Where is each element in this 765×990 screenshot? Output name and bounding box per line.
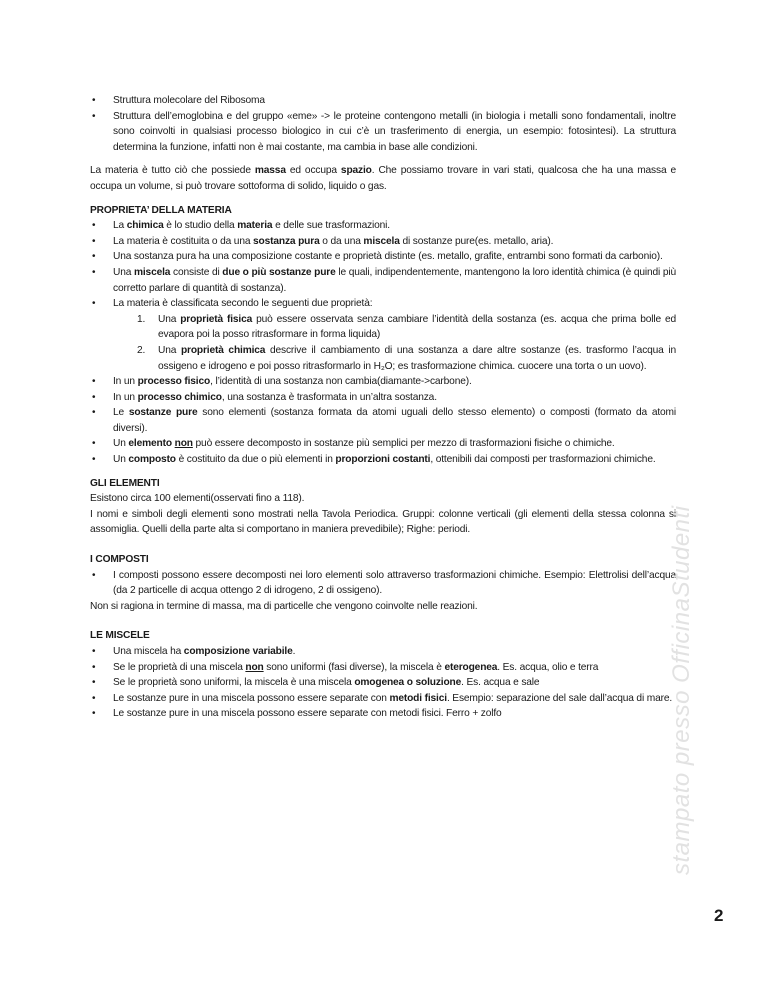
list-item bbox=[90, 265, 676, 296]
text-run: Una bbox=[158, 313, 181, 325]
page-number: 2 bbox=[714, 906, 724, 925]
text-run: Una miscela ha bbox=[113, 646, 184, 657]
list-item bbox=[90, 249, 676, 265]
list-item bbox=[90, 568, 676, 599]
emphasis-text: due o più sostanze pure bbox=[222, 266, 336, 278]
text-run: PROPRIETA’ DELLA MATERIA bbox=[90, 204, 232, 216]
watermark: stampato presso OfficinaStudenti bbox=[668, 505, 695, 875]
text-run: . Es. acqua e sale bbox=[461, 677, 540, 689]
paragraph bbox=[90, 491, 676, 507]
text-run: Una sostanza pura ha una composizione costante e proprietà distinte (es. metallo, grafite, entrambi sono formati da carbonio). bbox=[113, 251, 663, 263]
emphasis-text: non bbox=[174, 438, 193, 450]
text-run: ed occupa bbox=[285, 165, 341, 177]
emphasis-text: metodi fisici bbox=[389, 692, 447, 704]
text-run: . bbox=[292, 646, 296, 657]
emphasis-text: materia bbox=[237, 220, 273, 232]
emphasis-text: composizione variabile bbox=[183, 646, 293, 657]
list-item bbox=[90, 296, 676, 312]
text-run: La materia è tutto ciò che possiede bbox=[90, 165, 255, 177]
text-run: I COMPOSTI bbox=[90, 554, 149, 566]
section-heading bbox=[90, 628, 676, 644]
text-run: Se le proprietà sono uniformi, la miscela è una miscela bbox=[113, 677, 355, 689]
text-run: o da una bbox=[319, 235, 364, 247]
emphasis-text: non bbox=[245, 661, 264, 673]
list-item bbox=[90, 436, 676, 452]
text-run: , l’identità di una sostanza non cambia(diamante->carbone). bbox=[210, 376, 472, 388]
numbered-item bbox=[90, 343, 676, 374]
list-item bbox=[90, 93, 676, 109]
text-run: può essere osservata senza cambiare l’identità della sostanza (es. acqua che prima bolle ed evapora poi la posso ritrasformare in forma liquida) bbox=[158, 313, 676, 341]
section bbox=[90, 163, 676, 194]
list-item bbox=[90, 390, 676, 406]
text-run: Le sostanze pure in una miscela possono essere separate con metodi fisici. Ferro + zolfo bbox=[113, 708, 502, 720]
text-run: . Es. acqua, olio e terra bbox=[497, 661, 599, 673]
list-item bbox=[90, 644, 676, 660]
text-run: I composti possono essere decomposti nei loro elementi solo attraverso trasformazioni chimiche. Esempio: Elettrolisi dell’acqua (da 2 particelle di acqua ottengo 2 di idrogeno, 2 di ossigeno). bbox=[113, 569, 676, 597]
text-run: GLI ELEMENTI bbox=[90, 477, 160, 489]
text-run: Struttura dell’emoglobina e del gruppo «eme» -> le proteine contengono metalli (in biologia i metalli sono fondamentali, inoltre sono coinvolti in qualsiasi processo biologico in cui c’è un trasferimento di energia, un esempio: fotosintesi). La struttura determina la funzione, infatti non è mai costante, ma cambia in base alle condizioni. bbox=[113, 110, 676, 153]
text-run: Struttura molecolare del Ribosoma bbox=[113, 95, 265, 106]
paragraph bbox=[90, 507, 676, 538]
text-run: Esistono circa 100 elementi(osservati fino a 118). bbox=[90, 493, 305, 505]
text-run: Un bbox=[113, 454, 129, 466]
emphasis-text: processo chimico bbox=[137, 391, 222, 403]
text-run: è lo studio della bbox=[163, 220, 238, 232]
text-run: La materia è costituita o da una bbox=[113, 235, 254, 247]
list-item bbox=[90, 374, 676, 390]
list-item bbox=[90, 452, 676, 468]
section bbox=[90, 552, 676, 614]
text-run: sono elementi (sostanza formata da atomi uguali dello stesso elemento) o composti (formato da atomi diversi). bbox=[113, 407, 676, 434]
text-run: . Che possiamo trovare in vari stati, qualcosa che ha una massa e occupa un volume, si può trovare sottoforma di solido, liquido o gas. bbox=[90, 165, 676, 192]
section-heading bbox=[90, 203, 676, 219]
section-heading bbox=[90, 476, 676, 492]
emphasis-text: elemento bbox=[128, 438, 172, 450]
text-run: LE MISCELE bbox=[90, 630, 150, 642]
emphasis-text: proporzioni costanti bbox=[335, 454, 431, 466]
text-run: Se le proprietà di una miscela bbox=[113, 661, 246, 673]
text-run: di sostanze pure(es. metallo, aria). bbox=[399, 235, 554, 247]
text-run: In un bbox=[113, 376, 138, 388]
section bbox=[90, 93, 676, 155]
text-run: le quali, indipendentemente, mantengono la loro identità chimica (è quindi più corretto parlare di quantità di sostanza). bbox=[113, 266, 676, 294]
list-item bbox=[90, 706, 676, 722]
text-run: consiste di bbox=[170, 266, 223, 278]
paragraph bbox=[90, 163, 676, 194]
text-run: In un bbox=[113, 391, 138, 403]
section-heading bbox=[90, 552, 676, 568]
document-body bbox=[90, 93, 676, 722]
numbered-item bbox=[90, 312, 676, 343]
list-item bbox=[90, 691, 676, 707]
list-item bbox=[90, 234, 676, 250]
list-item bbox=[90, 109, 676, 156]
emphasis-text: sostanza pura bbox=[253, 235, 320, 247]
text-run: , una sostanza è trasformata in un’altra sostanza. bbox=[221, 391, 437, 403]
emphasis-text: omogenea o soluzione bbox=[354, 677, 462, 689]
emphasis-text: miscela bbox=[133, 266, 171, 278]
text-run: Un bbox=[113, 438, 129, 450]
emphasis-text: miscela bbox=[363, 235, 400, 247]
item-number: 2. bbox=[137, 344, 146, 356]
list-item bbox=[90, 405, 676, 436]
text-run: è costituito da due o più elementi in bbox=[175, 454, 336, 466]
text-run: sono uniformi (fasi diverse), la miscela è bbox=[263, 661, 445, 673]
text-run: può essere decomposto in sostanze più semplici per mezzo di trasformazioni fisiche o chimiche. bbox=[192, 438, 615, 450]
emphasis-text: spazio bbox=[340, 165, 372, 177]
text-run: descrive il cambiamento di una sostanza a dare altre sostanze (es. trasformo l’acqua in ossigeno e idrogeno e poi posso ritrasformarlo in H₂O; es trasformazione chimica. cuocere una torta o un uovo). bbox=[158, 344, 677, 372]
item-number: 1. bbox=[137, 313, 146, 325]
text-run: Non si ragiona in termine di massa, ma di particelle che vengono coinvolte nelle reazioni. bbox=[90, 600, 478, 612]
emphasis-text: proprietà chimica bbox=[180, 344, 266, 356]
text-run: Una bbox=[158, 344, 181, 356]
emphasis-text: proprietà fisica bbox=[180, 313, 253, 325]
text-run: Le bbox=[113, 407, 129, 419]
text-run: La materia è classificata secondo le seguenti due proprietà: bbox=[113, 298, 373, 310]
text-run: Le sostanze pure in una miscela possono essere separate con bbox=[113, 692, 390, 704]
text-run: La bbox=[113, 220, 127, 232]
emphasis-text: chimica bbox=[126, 220, 164, 232]
emphasis-text: massa bbox=[254, 165, 286, 177]
list-item bbox=[90, 660, 676, 676]
section bbox=[90, 476, 676, 538]
emphasis-text: eterogenea bbox=[444, 661, 498, 673]
emphasis-text: composto bbox=[128, 454, 176, 466]
text-run: , ottenibili dai composti per trasformazioni chimiche. bbox=[430, 454, 656, 466]
section bbox=[90, 203, 676, 468]
text-run: . Esempio: separazione del sale dall’acqua di mare. bbox=[446, 692, 673, 704]
text-run: Una bbox=[113, 266, 134, 278]
list-item bbox=[90, 675, 676, 691]
text-run: I nomi e simboli degli elementi sono mostrati nella Tavola Periodica. Gruppi: colonne verticali (gli elementi della stessa colonna si assomiglia. Quelli della parte alta si comportano in maniera prevedibile); Righe: periodi. bbox=[90, 508, 676, 536]
text-run: e delle sue trasformazioni. bbox=[272, 220, 390, 232]
paragraph bbox=[90, 599, 676, 615]
section bbox=[90, 628, 676, 722]
emphasis-text: sostanze pure bbox=[128, 407, 198, 419]
list-item bbox=[90, 218, 676, 234]
emphasis-text: processo fisico bbox=[137, 376, 211, 388]
